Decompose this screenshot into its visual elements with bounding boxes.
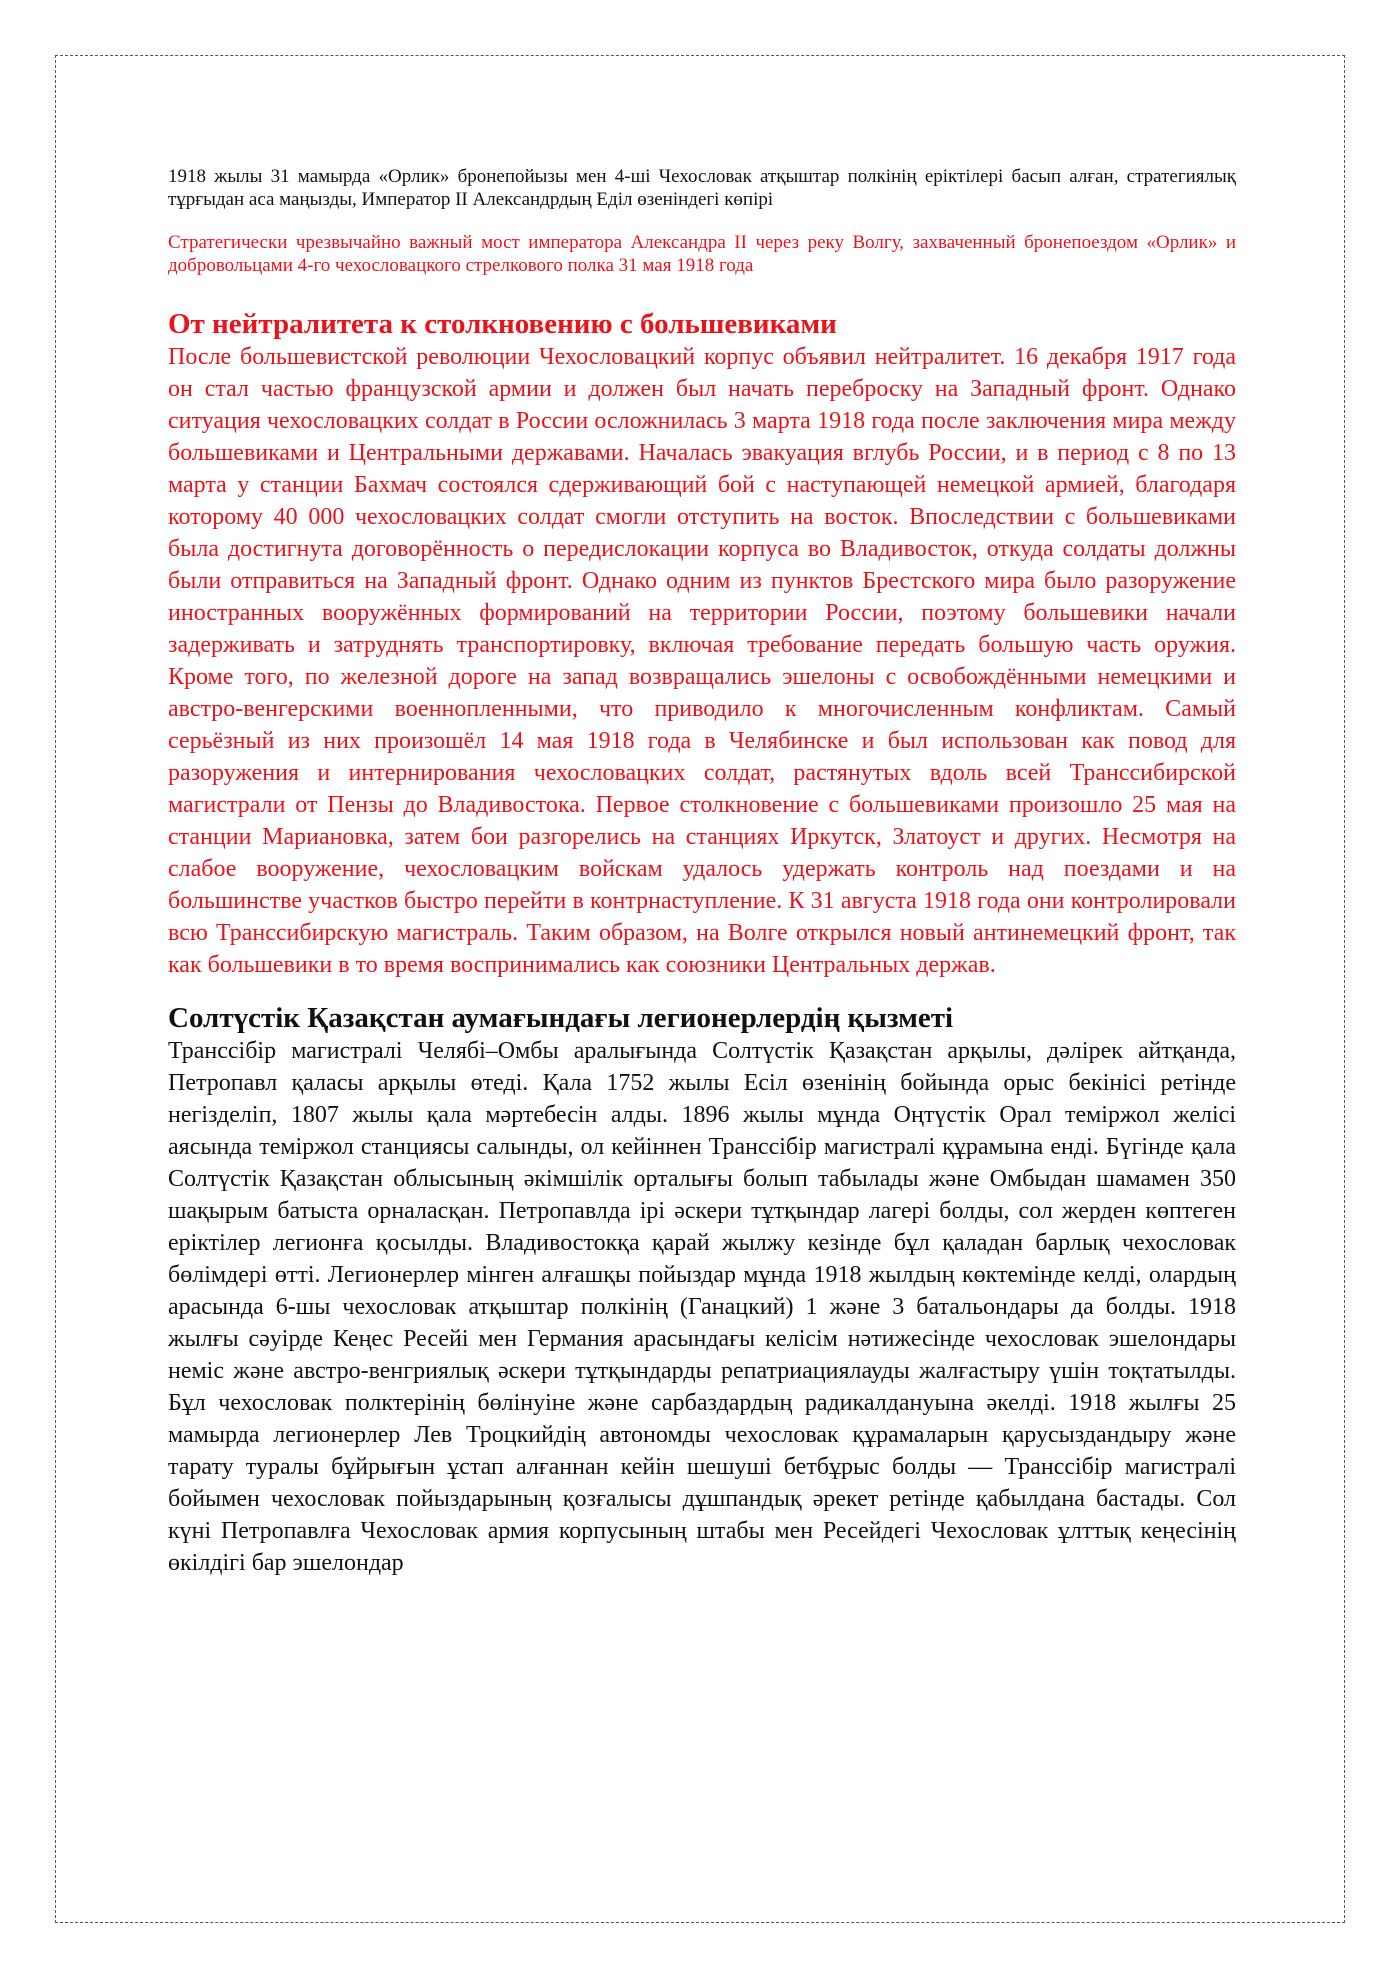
document-content (168, 165, 1236, 1579)
section-body-kazakh: Транссібір магистралі Челябі–Омбы аралығында Солтүстік Қазақстан арқылы, дәлірек айтқанда, Петропавл қаласы арқылы өтеді. Қала 1752 жылы Есіл өзенінің бойында орыс бекінісі ретінде негізделіп, 1807 жылы қала мәртебесін алды. 1896 жылы мұнда Оңтүстік Орал теміржол желісі аясында теміржол станциясы салынды, ол кейіннен Транссібір магистралі құрамына енді. Бүгінде қала Солтүстік Қазақстан облысының әкімшілік орталығы болып табылады және Омбыдан шамамен 350 шақырым батыста орналасқан. Петропавлда ірі әскери тұтқындар лагері болды, сол жерден көптеген еріктілер легионға қосылды. Владивостокқа қарай жылжу кезінде бұл қаладан барлық чехословак бөлімдері өтті. Легионерлер мінген алғашқы пойыздар мұнда 1918 жылдың көктемінде келді, олардың арасында 6-шы чехословак атқыштар полкінің (Ганацкий) 1 және 3 батальондары да болды. 1918 жылғы сәуірде Кеңес Ресейі мен Германия арасындағы келісім нәтижесінде чехословак эшелондары неміс және австро-венгриялық әскери тұтқындарды репатриациялауды жалғастыру үшін тоқтатылды. Бұл чехословак полктерінің бөлінуіне және сарбаздардың радикалдануына әкелді. 1918 жылғы 25 мамырда легионерлер Лев Троцкийдің автономды чехословак құрамаларын қарусыздандыру және тарату туралы бұйрығын ұстап алғаннан кейін шешуші бетбұрыс болды — Транссібір магистралі бойымен чехословак пойыздарының қозғалысы дұшпандық әрекет ретінде қабылдана бастады. Сол күні Петропавлға Чехословак армия корпусының штабы мен Ресейдегі Чехословак ұлттық кеңесінің өкілдігі бар эшелондар (168, 1038, 1236, 1576)
photo-caption-kazakh: 1918 жылы 31 мамырда «Орлик» бронепойызы мен 4-ші Чехословак атқыштар полкінің еріктілері басып алған, стратегиялық тұрғыдан аса маңызды, Император II Александрдың Еділ өзеніндегі көпірі (168, 166, 1236, 210)
section-body-russian: После большевистской революции Чехословацкий корпус объявил нейтралитет. 16 декабря 1917 года он стал частью французской армии и должен был начать переброску на Западный фронт. Однако ситуация чехословацких солдат в России осложнилась 3 марта 1918 года после заключения мира между большевиками и Центральными державами. Началась эвакуация вглубь России, и в период с 8 по 13 марта у станции Бахмач состоялся сдерживающий бой с наступающей немецкой армией, благодаря которому 40 000 чехословацких солдат смогли отступить на восток. Впоследствии с большевиками была достигнута договорённость о передислокации корпуса во Владивосток, откуда солдаты должны были отправиться на Западный фронт. Однако одним из пунктов Брестского мира было разоружение иностранных вооружённых формирований на территории России, поэтому большевики начали задерживать и затруднять транспортировку, включая требование передать большую часть оружия. Кроме того, по железной дороге на запад возвращались эшелоны с освобождёнными немецкими и австро-венгерскими военнопленными, что приводило к многочисленным конфликтам. Самый серьёзный из них произошёл 14 мая 1918 года в Челябинске и был использован как повод для разоружения и интернирования чехословацких солдат, растянутых вдоль всей Транссибирской магистрали от Пензы до Владивостока. Первое столкновение с большевиками произошло 25 мая на станции Мариановка, затем бои разгорелись на станциях Иркутск, Златоуст и других. Несмотря на слабое вооружение, чехословацким войскам удалось удержать контроль над поездами и на большинстве участков быстро перейти в контрнаступление. К 31 августа 1918 года они контролировали всю Транссибирскую магистраль. Таким образом, на Волге открылся новый антинемецкий фронт, так как большевики в то время воспринимались как союзники Центральных держав. (168, 344, 1236, 978)
section-heading-russian: От нейтралитета к столкновению с большевиками (168, 308, 837, 340)
photo-caption-russian: Стратегически чрезвычайно важный мост императора Александра II через реку Волгу, захваченный бронепоездом «Орлик» и добровольцами 4-го чехословацкого стрелкового полка 31 мая 1918 года (168, 232, 1236, 276)
section-heading-kazakh: Солтүстік Қазақстан аумағындағы легионерлердің қызметі (168, 1002, 954, 1034)
